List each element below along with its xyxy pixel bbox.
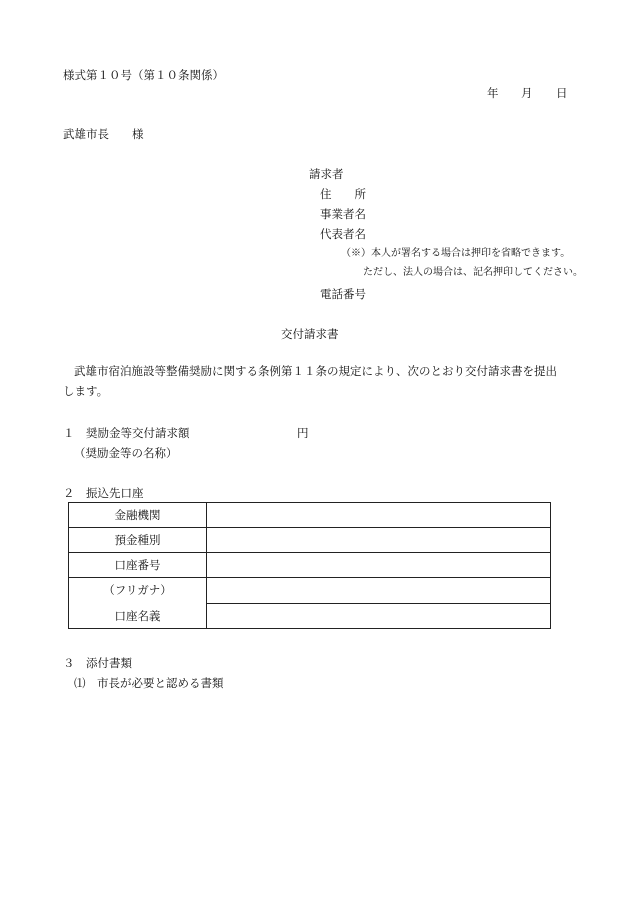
date-day: 日: [556, 86, 568, 100]
representative-label: 代表者名: [320, 227, 366, 241]
furigana-field[interactable]: [207, 578, 551, 604]
account-number-label: 口座番号: [69, 553, 207, 578]
section-1-unit: 円: [297, 426, 309, 440]
table-row: [69, 503, 551, 528]
account-number-field[interactable]: [207, 553, 551, 578]
section-1-subname: （奨励金等の名称）: [74, 446, 178, 460]
date-year: 年: [487, 86, 499, 100]
bank-field[interactable]: [207, 503, 551, 528]
account-name-field[interactable]: [207, 603, 551, 629]
form-number: 様式第１０号（第１０条関係）: [63, 68, 224, 82]
addressee-name: 武雄市長: [63, 127, 109, 141]
deposit-type-label: 預金種別: [69, 528, 207, 553]
bank-account-table: [68, 502, 551, 629]
seal-note-line1: （※）本人が署名する場合は押印を省略できます。: [341, 248, 571, 259]
section-1-heading: １ 奨励金等交付請求額: [63, 426, 190, 440]
intro-line-1: 武雄市宿泊施設等整備奨励に関する条例第１１条の規定により、次のとおり交付請求書を提出: [74, 364, 557, 378]
business-name-label: 事業者名: [320, 207, 366, 221]
date-month: 月: [521, 86, 533, 100]
applicant-title: 請求者: [309, 167, 344, 181]
account-name-label: 口座名義: [114, 609, 161, 623]
section-2-heading: ２ 振込先口座: [63, 486, 144, 500]
account-name-label-cell: [69, 578, 207, 629]
seal-note-line2: ただし、法人の場合は、記名押印してください。: [363, 267, 583, 278]
addressee-honorific: 様: [132, 127, 144, 141]
bank-label: 金融機関: [69, 503, 207, 528]
table-row: [69, 578, 551, 604]
section-3-heading: ３ 添付書類: [63, 656, 132, 670]
intro-line-2: します。: [63, 384, 109, 398]
document-title: 交付請求書: [281, 327, 339, 341]
furigana-label: （フリガナ）: [103, 583, 172, 597]
table-row: [69, 553, 551, 578]
deposit-type-field[interactable]: [207, 528, 551, 553]
address-label: 住 所: [320, 187, 366, 201]
attachment-item-1: ⑴ 市長が必要と認める書類: [74, 676, 224, 690]
phone-label: 電話番号: [320, 287, 366, 301]
table-row: [69, 528, 551, 553]
